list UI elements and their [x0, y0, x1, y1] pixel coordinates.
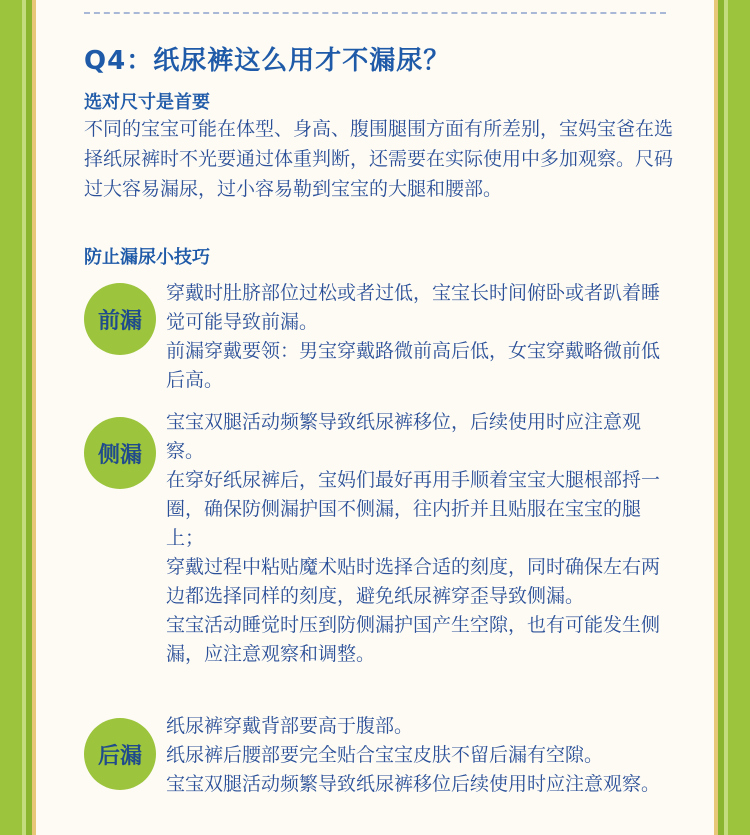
front-leak-tips	[166, 279, 676, 395]
tip-paragraph: 宝宝双腿活动频繁导致纸尿裤移位后续使用时应注意观察。	[166, 773, 661, 795]
size-section-heading: 选对尺寸是首要	[84, 92, 210, 113]
dashed-divider	[84, 12, 666, 14]
back-leak-badge: 后漏	[84, 718, 156, 790]
side-leak-tips	[166, 408, 676, 669]
tip-paragraph: 前漏穿戴要领：男宝穿戴路微前高后低，女宝穿戴略微前低后高。	[166, 340, 661, 391]
right-decorative-border	[714, 0, 750, 835]
tip-paragraph: 穿戴时肚脐部位过松或者过低，宝宝长时间俯卧或者趴着睡觉可能导致前漏。	[166, 282, 661, 333]
left-decorative-border	[0, 0, 36, 835]
article-content	[36, 0, 714, 835]
back-leak-tips	[166, 712, 676, 799]
question-title: Q4：纸尿裤这么用才不漏尿？	[84, 46, 451, 76]
tips-section-heading: 防止漏尿小技巧	[84, 247, 210, 268]
tip-paragraph: 宝宝双腿活动频繁导致纸尿裤移位，后续使用时应注意观察。	[166, 411, 642, 462]
tip-paragraph: 纸尿裤后腰部要完全贴合宝宝皮肤不留后漏有空隙。	[166, 744, 604, 766]
side-leak-badge: 侧漏	[84, 417, 156, 489]
tip-paragraph: 在穿好纸尿裤后，宝妈们最好再用手顺着宝宝大腿根部捋一圈，确保防侧漏护国不侧漏，往内折并且贴服在宝宝的腿上；	[166, 469, 661, 549]
front-leak-badge: 前漏	[84, 283, 156, 355]
tip-paragraph: 纸尿裤穿戴背部要高于腹部。	[166, 715, 414, 737]
tip-paragraph: 宝宝活动睡觉时压到防侧漏护国产生空隙，也有可能发生侧漏，应注意观察和调整。	[166, 614, 661, 665]
size-section-body: 不同的宝宝可能在体型、身高、腹围腿围方面有所差别，宝妈宝爸在选择纸尿裤时不光要通过体重判断，还需要在实际使用中多加观察。尺码过大容易漏尿，过小容易勒到宝宝的大腿和腰部。	[84, 118, 674, 200]
tip-paragraph: 穿戴过程中粘贴魔术贴时选择合适的刻度，同时确保左右两边都选择同样的刻度，避免纸尿裤穿歪导致侧漏。	[166, 556, 661, 607]
